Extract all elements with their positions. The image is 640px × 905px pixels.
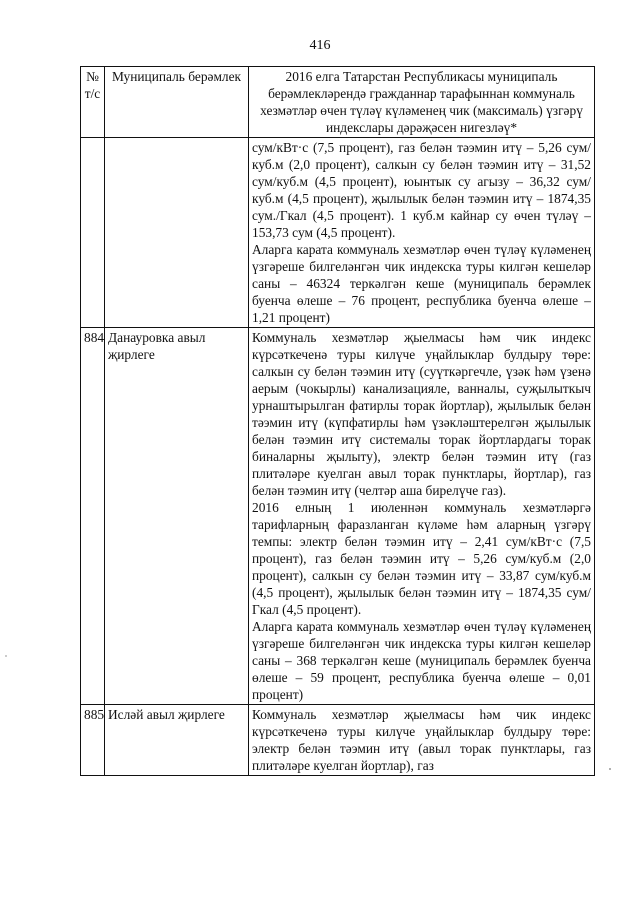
header-number: № т/с <box>81 67 105 138</box>
row-description <box>249 138 595 328</box>
page-number: 416 <box>309 38 331 53</box>
table-header-row <box>81 67 595 138</box>
row-number: 885 <box>81 705 105 776</box>
header-description: 2016 елга Татарстан Республикасы муниципаль берәмлекләрендә гражданнар тарафыннан коммуналь хезмәтләр өчен түләү күләменең чик (максималь) үзгәрү индекслары дәрәҗәсен нигезләү* <box>249 67 595 138</box>
row-number <box>81 138 105 328</box>
row-description <box>249 705 595 776</box>
paragraph: Аларга карата коммуналь хезмәтләр өчен түләү күләменең үзгәреше билгеләнгән чик индекска туры килгән кешеләр саны – 368 теркәлгән кеше (муниципаль берәмлек буенча өлеше – 59 процент, республика буенча өлеше – 0,01 процент) <box>252 619 591 702</box>
row-number: 884 <box>81 328 105 705</box>
tariff-table <box>80 66 595 776</box>
row-municipality: Данауровка авыл җирлеге <box>105 328 249 705</box>
table-row <box>81 705 595 776</box>
paragraph: 2016 елның 1 июленнән коммуналь хезмәтләргә тарифларның фаразланган күләме һәм аларның үзгәрү темпы: электр белән тәэмин итү – 2,41 сум/кВт·с (7,5 процент), газ белән тәэмин итү – 5,26 сум/куб.м (2,0 процент), салкын су белән тәэмин итү – 33,87 сум/куб.м (4,5 процент), җылылык белән тәэмин итү – 1874,35 сум/Гкал (4,5 процент). <box>252 500 591 617</box>
row-description <box>249 328 595 705</box>
paragraph: Аларга карата коммуналь хезмәтләр өчен түләү күләменең үзгәреше билгеләнгән чик индекска туры килгән кешеләр саны – 46324 теркәлгән кеше (муниципаль берәмлек буенча өлеше – 76 процент, республика буенча өлеше – 1,21 процент) <box>252 242 591 325</box>
scan-speck <box>609 768 611 770</box>
paragraph: Коммуналь хезмәтләр җыелмасы һәм чик индекс күрсәткеченә туры килүче уңайлыклар булдыру төре: салкын су белән тәэмин итү (суүткәргечле, үзәк һәм үзенә аерым (чокырлы) канализацияле, ванналы, суҗылыткыч урнаштырылган фатирлы торак йортлар), җылылык белән тәэмин итү (күпфатирлы һәм үзәкләштерелгән җылылык белән тәэмин итү системалы торак йортлардагы торак биналарны җылыту), электр белән тәэмин итү (газ плитәләре куелган авыл торак пунктлары, йортлар), газ белән тәэмин итү (челтәр аша бирелүче газ). <box>252 330 591 498</box>
row-municipality <box>105 138 249 328</box>
header-municipality: Муниципаль берәмлек <box>105 67 249 138</box>
paragraph: Коммуналь хезмәтләр җыелмасы һәм чик индекс күрсәткеченә туры килүче уңайлыклар булдыру төре: электр белән тәэмин итү (авыл торак пунктлары, газ плитәләре куелган йортлар), газ <box>252 707 591 773</box>
table-row <box>81 328 595 705</box>
row-municipality: Исләй авыл җирлеге <box>105 705 249 776</box>
scan-speck <box>5 655 7 657</box>
table-row <box>81 138 595 328</box>
paragraph: сум/кВт·с (7,5 процент), газ белән тәэмин итү – 5,26 сум/куб.м (2,0 процент), салкын су белән тәэмин итү – 31,52 сум/куб.м (4,5 процент), юынтык су агызу – 36,32 сум/куб.м (4,5 процент), җылылык белән тәэмин итү – 1874,35 сум./Гкал (4,5 процент). 1 куб.м кайнар су өчен түләү –153,73 сум (4,5 процент). <box>252 140 591 240</box>
